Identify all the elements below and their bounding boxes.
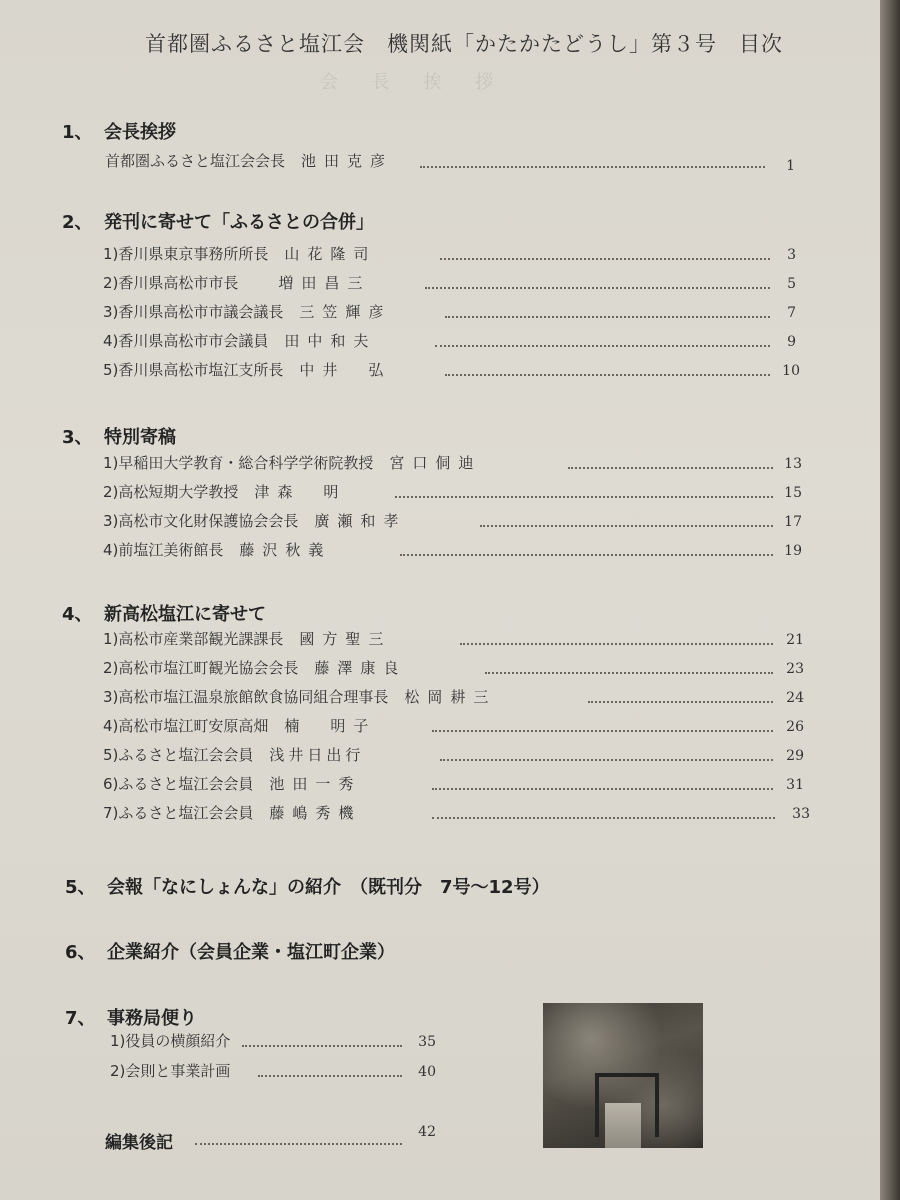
postscript-heading: 編集後記: [105, 1133, 173, 1153]
page-number: 23: [786, 661, 804, 677]
page-number: 10: [782, 363, 800, 379]
leader-dots: [395, 496, 773, 498]
toc-entry: 2)会則と事業計画: [110, 1062, 231, 1080]
page-number: 3: [787, 247, 796, 263]
leader-dots: [242, 1045, 402, 1047]
toc-entry: 首都圏ふるさと塩江会会長 池田克彦: [105, 152, 394, 170]
page-number: 1: [786, 158, 795, 174]
toc-entry: 2)高松短期大学教授 津森 明: [103, 483, 347, 501]
toc-entry: 7)ふるさと塩江会会員 藤嶋秀機: [103, 804, 362, 822]
toc-entry: 1)早稲田大学教育・総合科学学術院教授 宮口侗迪: [103, 454, 482, 472]
toc-entry: 1)役員の横顔紹介: [110, 1032, 231, 1050]
page-number: 26: [786, 719, 804, 735]
toc-entry: 6)ふるさと塩江会会員 池田一秀: [103, 775, 362, 793]
page-number: 24: [786, 690, 804, 706]
page-number: 15: [784, 485, 802, 501]
section-heading: 2、 発刊に寄せて「ふるさとの合併」: [62, 212, 374, 233]
section-heading: 7、 事務局便り: [65, 1008, 197, 1029]
leader-dots: [258, 1075, 402, 1077]
page-title: 首都圏ふるさと塩江会 機関紙「かたかたどうし」第３号 目次: [145, 32, 783, 56]
leader-dots: [195, 1143, 402, 1145]
leader-dots: [440, 258, 770, 260]
page-number: 29: [786, 748, 804, 764]
page-number: 40: [418, 1064, 436, 1080]
page-number: 17: [784, 514, 802, 530]
leader-dots: [485, 672, 773, 674]
leader-dots: [400, 554, 773, 556]
toc-entry: 3)高松市塩江温泉旅館飲食協同組合理事長 松岡耕三: [103, 688, 497, 706]
section-heading: 1、 会長挨拶: [62, 122, 176, 143]
toc-entry: 5)香川県高松市塩江支所長 中井 弘: [103, 361, 392, 379]
faint-bleedthrough-text: 会 長 挨 拶: [320, 72, 508, 93]
leader-dots: [435, 345, 770, 347]
section-heading: 5、 会報「なにしょんな」の紹介 （既刊分 7号～12号）: [65, 877, 550, 898]
leader-dots: [460, 643, 773, 645]
photo-stone-gate: [543, 1003, 703, 1148]
section-heading: 6、 企業紹介（会員企業・塩江町企業）: [65, 942, 395, 963]
leader-dots: [432, 788, 773, 790]
photo-gate: [595, 1073, 659, 1137]
toc-entry: 5)ふるさと塩江会会員 浅井日出行: [103, 746, 365, 764]
leader-dots: [588, 701, 773, 703]
leader-dots: [425, 287, 770, 289]
toc-entry: 2)香川県高松市市長 増田昌三: [103, 274, 371, 292]
section-heading: 3、 特別寄稿: [62, 427, 176, 448]
toc-entry: 3)高松市文化財保護協会会長 廣瀬和孝: [103, 512, 407, 530]
page-number: 33: [792, 806, 810, 822]
page-number: 31: [786, 777, 804, 793]
toc-entry: 1)香川県東京事務所所長 山花隆司: [103, 245, 377, 263]
page-number: 5: [787, 276, 796, 292]
toc-entry: 2)高松市塩江町観光協会会長 藤澤康良: [103, 659, 407, 677]
page-edge: [880, 0, 900, 1200]
toc-entry: 1)高松市産業部観光課課長 國方聖三: [103, 630, 392, 648]
leader-dots: [432, 730, 773, 732]
page-number: 9: [787, 334, 796, 350]
page-number: 21: [786, 632, 804, 648]
page-number: 13: [784, 456, 802, 472]
leader-dots: [480, 525, 773, 527]
toc-entry: 4)前塩江美術館長 藤沢秋義: [103, 541, 332, 559]
toc-entry: 4)高松市塩江町安原高畑 楠 明子: [103, 717, 377, 735]
section-heading: 4、 新高松塩江に寄せて: [62, 604, 266, 625]
leader-dots: [420, 166, 765, 168]
page-number: 7: [787, 305, 796, 321]
page-number: 35: [418, 1034, 436, 1050]
leader-dots: [440, 759, 773, 761]
toc-entry: 3)香川県高松市市議会議長 三笠輝彦: [103, 303, 392, 321]
leader-dots: [445, 374, 770, 376]
leader-dots: [432, 817, 775, 819]
leader-dots: [445, 316, 770, 318]
leader-dots: [568, 467, 773, 469]
page-number: 19: [784, 543, 802, 559]
toc-entry: 4)香川県高松市市会議員 田中和夫: [103, 332, 377, 350]
page-number: 42: [418, 1124, 436, 1140]
